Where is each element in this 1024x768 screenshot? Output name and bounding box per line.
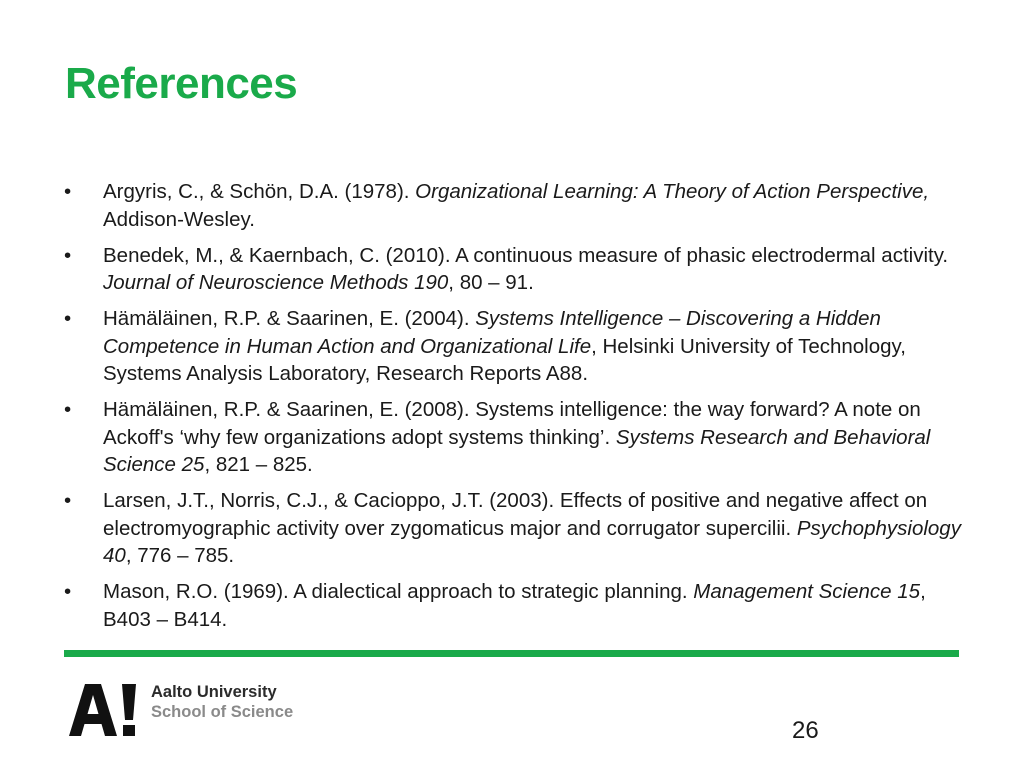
bullet-icon: •: [64, 580, 72, 603]
reference-segment: Hämäläinen, R.P. & Saarinen, E. (2008). Systems intelligence: the way forward? A note on Ackoff's ‘why few organizations adopt systems thinking’.: [103, 398, 921, 449]
reference-segment: , 80 – 91.: [448, 271, 534, 294]
reference-item: [64, 487, 964, 570]
reference-item: [64, 396, 964, 479]
reference-item: [64, 578, 964, 633]
reference-italic-segment: Management Science 15: [693, 580, 921, 603]
reference-italic-segment: Journal of Neuroscience Methods 190: [103, 271, 449, 294]
reference-segment: Benedek, M., & Kaernbach, C. (2010). A continuous measure of phasic electrodermal activity.: [103, 243, 949, 267]
bullet-icon: •: [64, 243, 72, 267]
bullet-icon: •: [64, 307, 72, 330]
aalto-logo: [69, 680, 329, 736]
divider-rule: [64, 650, 959, 657]
reference-italic-segment: Psychophysiology 40: [103, 516, 961, 567]
page-number: 26: [792, 717, 819, 744]
reference-segment: Mason, R.O. (1969). A dialectical approach to strategic planning.: [103, 580, 694, 603]
reference-item: [64, 242, 964, 297]
bullet-icon: •: [64, 489, 72, 512]
reference-text: [103, 398, 930, 476]
logo-exclamation-dot: [123, 725, 135, 736]
reference-italic-segment: Organizational Learning: A Theory of Action Perspective,: [415, 180, 930, 203]
reference-text: [103, 307, 906, 385]
slide-title: References: [65, 59, 298, 108]
reference-segment: Hämäläinen, R.P. & Saarinen, E. (2004).: [103, 307, 476, 330]
reference-segment: Larsen, J.T., Norris, C.J., & Cacioppo, J.T. (2003). Effects of positive and negative affect on electromyographic activity over zygomaticus major and corrugator supercilii.: [103, 489, 928, 540]
reference-segment: , Helsinki University of Technology, Systems Analysis Laboratory, Research Reports A88.: [103, 334, 906, 385]
logo-university-name: Aalto University: [151, 683, 277, 701]
reference-text: [103, 580, 926, 631]
reference-segment: Addison-Wesley.: [103, 207, 255, 231]
reference-italic-segment: Systems Research and Behavioral Science 25: [103, 425, 931, 476]
bullet-icon: •: [64, 398, 72, 421]
reference-segment: Argyris, C., & Schön, D.A. (1978).: [103, 180, 416, 203]
logo-school-name: School of Science: [151, 703, 294, 721]
reference-item: [64, 178, 964, 233]
reference-text: [103, 489, 961, 567]
reference-list: [64, 178, 964, 642]
reference-item: [64, 305, 964, 388]
logo-exclamation-bar: [122, 684, 136, 720]
reference-segment: , B403 – B414.: [103, 580, 926, 631]
reference-segment: , 776 – 785.: [125, 544, 235, 567]
aalto-a-exclamation-logo-mark: [69, 684, 141, 736]
reference-text: [103, 244, 948, 295]
bullet-icon: •: [64, 180, 72, 203]
reference-segment: , 821 – 825.: [204, 453, 313, 476]
reference-text: [103, 180, 929, 231]
reference-italic-segment: Systems Intelligence – Discovering a Hidden Competence in Human Action and Organizational Life: [103, 307, 881, 358]
